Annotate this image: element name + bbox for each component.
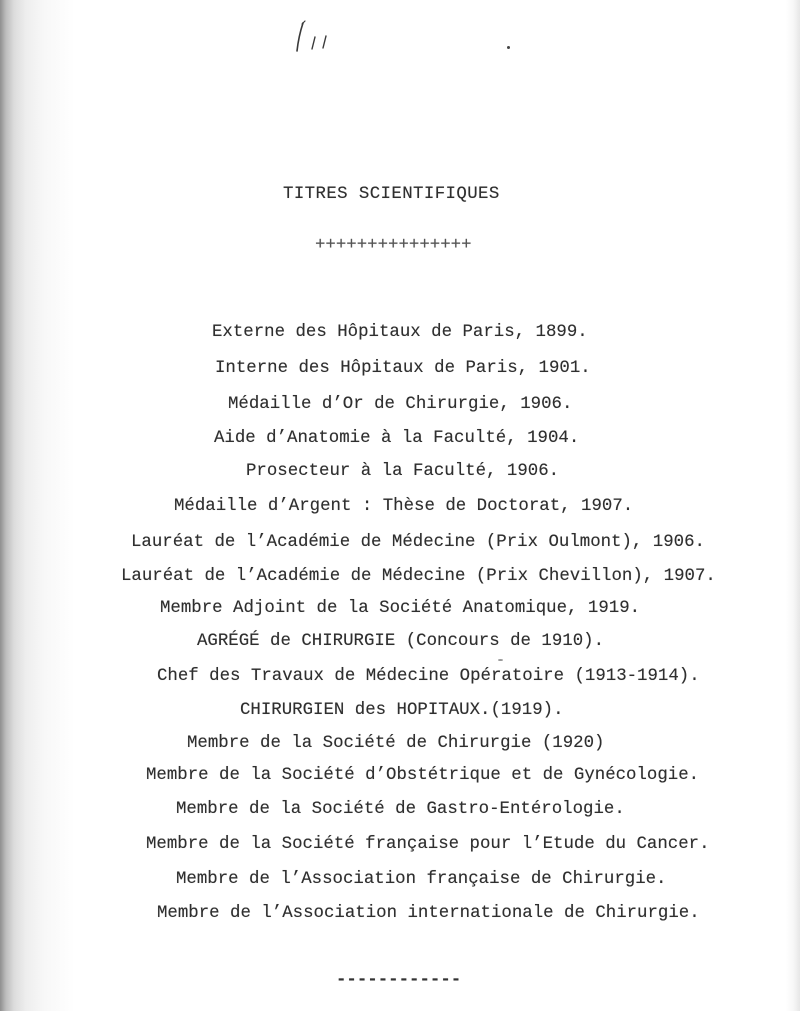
entry-line: Membre de la Société de Chirurgie (1920) <box>187 734 605 753</box>
entry-line: AGRÉGÉ de CHIRURGIE (Concours de 1910). <box>197 632 605 651</box>
entry-line: Externe des Hôpitaux de Paris, 1899. <box>212 323 588 342</box>
entry-line: Membre de la Société française pour l’Etude du Cancer. <box>146 835 710 854</box>
entry-line: Interne des Hôpitaux de Paris, 1901. <box>215 359 591 378</box>
entry-line: Chef des Travaux de Médecine Opératoire (1913-1914). <box>157 667 700 686</box>
entry-line: Membre Adjoint de la Société Anatomique, 1919. <box>160 599 641 618</box>
entry-line: Lauréat de l’Académie de Médecine (Prix Oulmont), 1906. <box>131 533 705 552</box>
entry-line: Prosecteur à la Faculté, 1906. <box>246 462 560 481</box>
end-rule: ------------ <box>336 971 462 990</box>
entry-line: Membre de la Société de Gastro-Entérologie. <box>176 800 625 819</box>
page-title: TITRES SCIENTIFIQUES <box>283 185 500 204</box>
handwritten-page-mark <box>290 18 336 56</box>
entry-line: CHIRURGIEN des HOPITAUX.(1919). <box>240 701 564 720</box>
entry-line: Membre de l’Association française de Chirurgie. <box>176 870 667 889</box>
entry-line: Aide d’Anatomie à la Faculté, 1904. <box>214 429 580 448</box>
entry-line: Médaille d’Or de Chirurgie, 1906. <box>228 395 573 414</box>
entry-line: Membre de l’Association internationale de Chirurgie. <box>157 904 700 923</box>
entry-line: Membre de la Société d’Obstétrique et de Gynécologie. <box>146 766 700 785</box>
ink-speck <box>507 46 510 49</box>
entry-line: Médaille d’Argent : Thèse de Doctorat, 1907. <box>174 497 634 516</box>
entry-line: Lauréat de l’Académie de Médecine (Prix Chevillon), 1907. <box>121 567 716 586</box>
title-rule: +++++++++++++++ <box>315 236 472 255</box>
ink-speck <box>498 659 503 661</box>
